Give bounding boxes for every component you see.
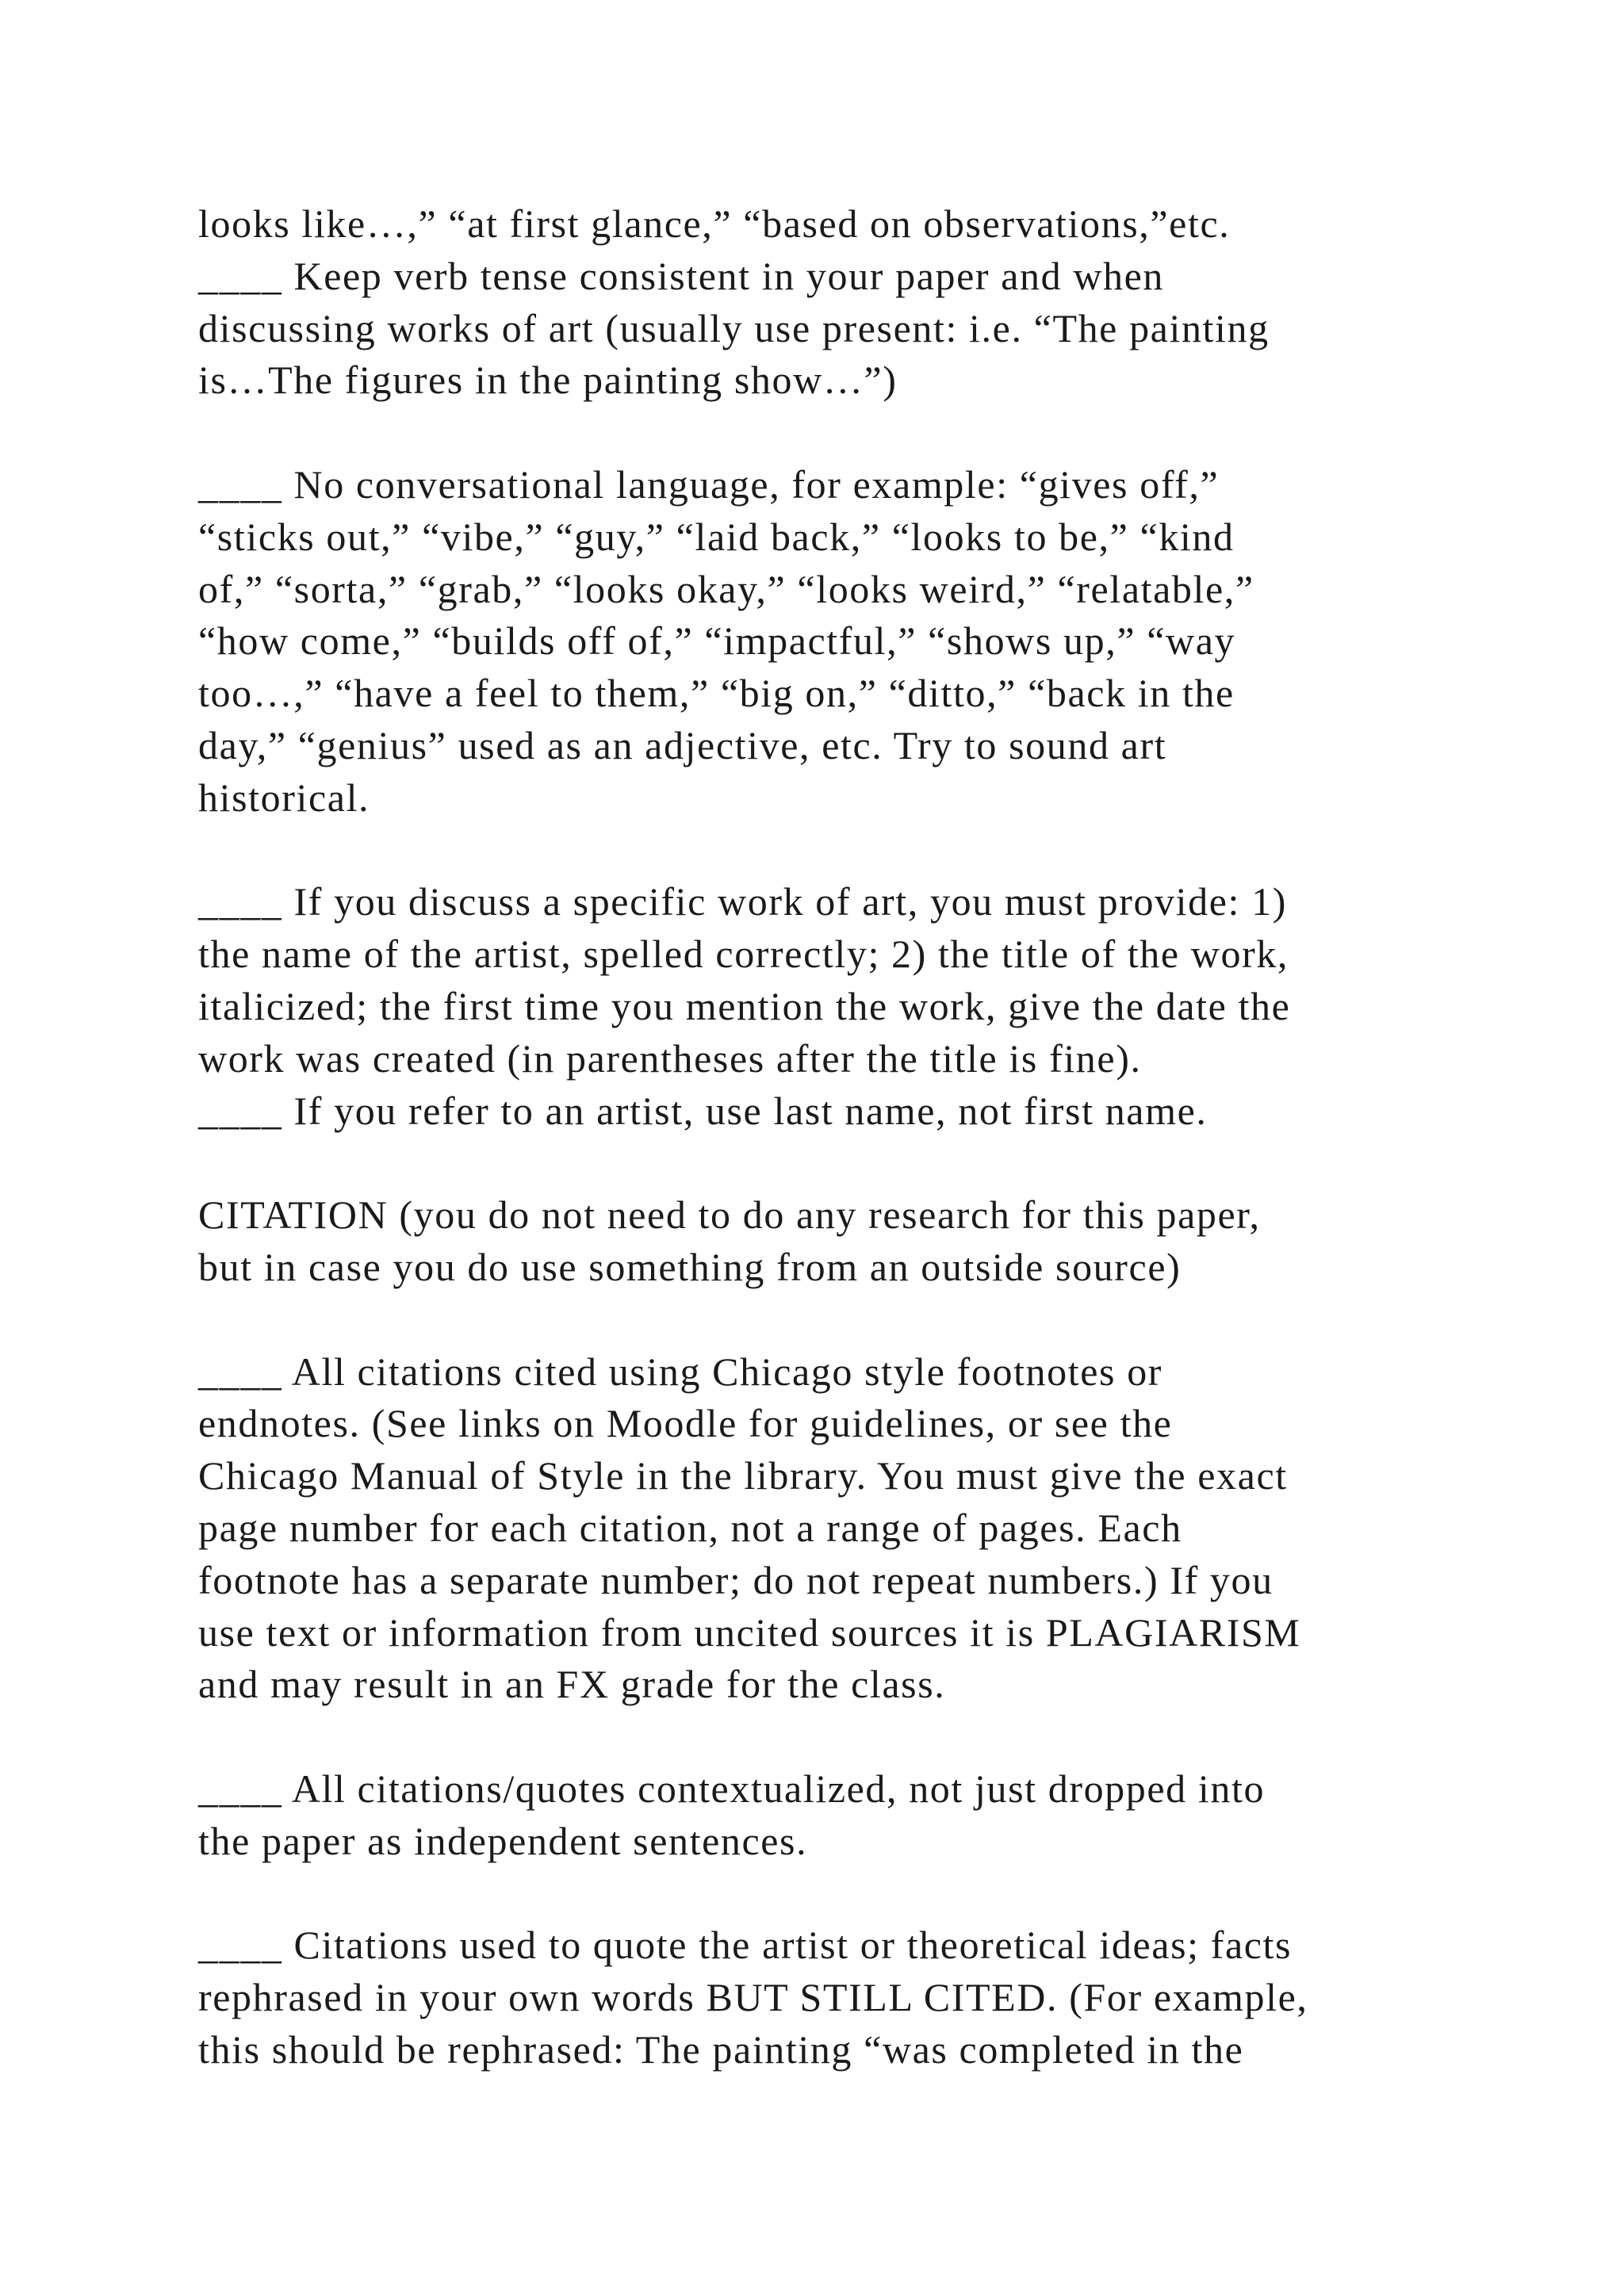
text-line: ____ If you refer to an artist, use last name, not first name. [198,1088,1208,1133]
paragraph-chicago-style [198,1346,1507,1712]
paragraph-specific-work [198,876,1507,1137]
text-line: but in case you do use something from an outside source) [198,1244,1182,1289]
paragraph-verb-tense [198,198,1507,407]
text-line: footnote has a separate number; do not repeat numbers.) If you [198,1557,1274,1602]
paragraph-spacer [198,1137,1507,1189]
text-line: historical. [198,775,370,820]
paragraph-conversational-language [198,459,1507,825]
text-line: use text or information from uncited sources it is PLAGIARISM [198,1609,1301,1655]
paragraph-citation-heading [198,1189,1507,1294]
text-line: “how come,” “builds off of,” “impactful,” “shows up,” “way [198,618,1236,664]
text-line: Chicago Manual of Style in the library. You must give the exact [198,1453,1288,1498]
text-line: ____ If you discuss a specific work of art, you must provide: 1) [198,879,1287,924]
text-line: ____ Keep verb tense consistent in your paper and when [198,253,1165,298]
paragraph-rephrased [198,1919,1507,2076]
text-line: too…,” “have a feel to them,” “big on,” “ditto,” “back in the [198,671,1235,716]
text-line: discussing works of art (usually use present: i.e. “The painting [198,305,1270,350]
paragraph-spacer [198,1868,1507,1920]
text-line: page number for each citation, not a range of pages. Each [198,1505,1182,1550]
text-line: work was created (in parentheses after the title is fine). [198,1035,1142,1081]
text-line: of,” “sorta,” “grab,” “looks okay,” “looks weird,” “relatable,” [198,566,1254,611]
paragraph-spacer [198,825,1507,877]
text-line: looks like…,” “at first glance,” “based on observations,”etc. [198,201,1231,246]
text-line: and may result in an FX grade for the class. [198,1662,946,1707]
text-line: day,” “genius” used as an adjective, etc. Try to sound art [198,722,1167,767]
document-page [198,198,1507,2076]
text-line: ____ No conversational language, for example: “gives off,” [198,461,1220,507]
text-line: the paper as independent sentences. [198,1818,808,1863]
text-line: “sticks out,” “vibe,” “guy,” “laid back,” “looks to be,” “kind [198,514,1235,559]
paragraph-contextualized [198,1763,1507,1868]
text-line: ____ All citations/quotes contextualized, not just dropped into [198,1766,1266,1811]
paragraph-spacer [198,1711,1507,1763]
text-line: ____ Citations used to quote the artist or theoretical ideas; facts [198,1923,1293,1968]
paragraph-spacer [198,1294,1507,1346]
text-line: rephrased in your own words BUT STILL CITED. (For example, [198,1975,1308,2020]
text-line: this should be rephrased: The painting “was completed in the [198,2026,1244,2072]
text-line: is…The figures in the painting show…”) [198,358,898,403]
paragraph-spacer [198,407,1507,459]
text-line: endnotes. (See links on Moodle for guidelines, or see the [198,1401,1173,1446]
text-line: italicized; the first time you mention the work, give the date the [198,983,1291,1028]
text-line: CITATION (you do not need to do any research for this paper, [198,1192,1261,1238]
text-line: ____ All citations cited using Chicago style footnotes or [198,1349,1163,1394]
text-line: the name of the artist, spelled correctly; 2) the title of the work, [198,932,1289,977]
